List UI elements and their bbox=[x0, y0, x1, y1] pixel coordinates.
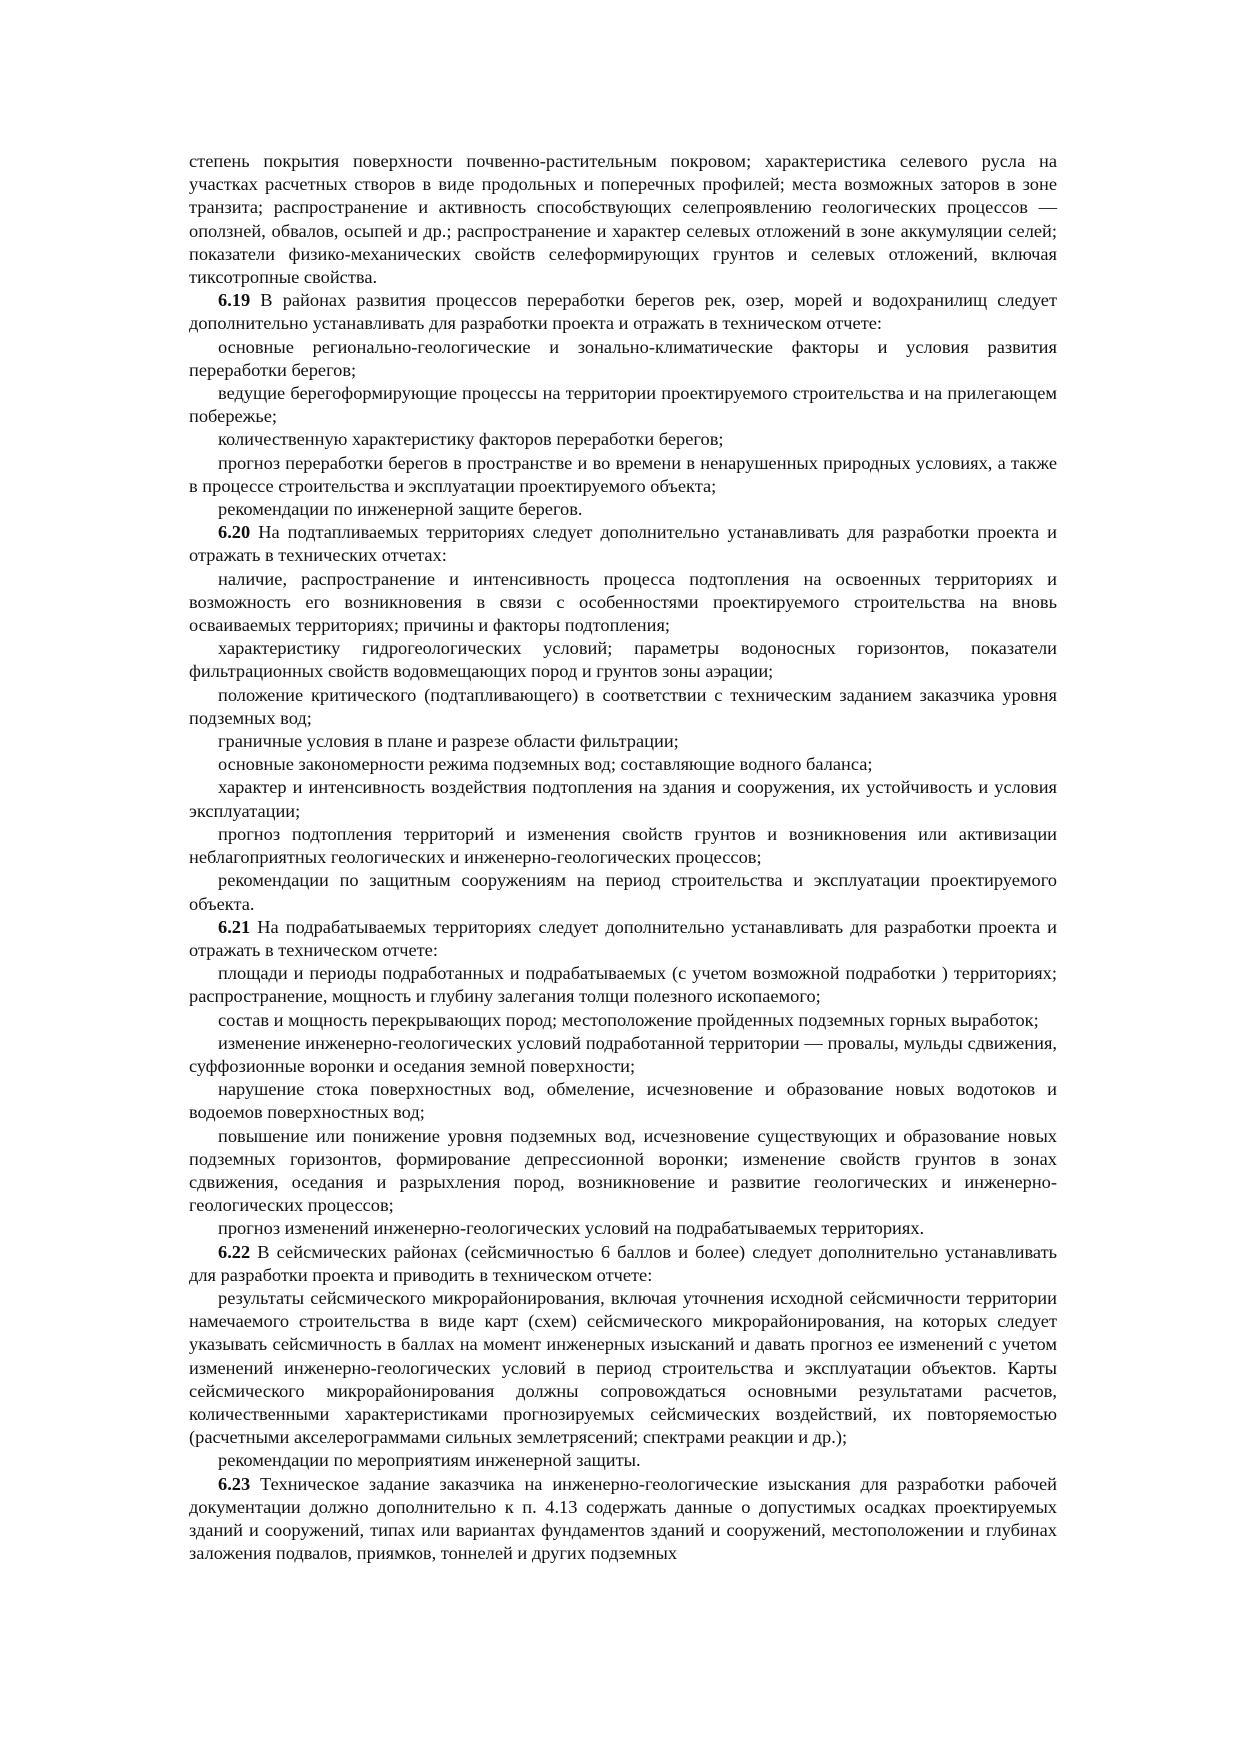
paragraph bbox=[189, 428, 1057, 451]
paragraph-text: основные регионально-геологические и зонально-климатические факторы и условия развития переработки берегов; bbox=[189, 336, 1057, 380]
paragraph-text: прогноз подтопления территорий и изменения свойств грунтов и возникновения или активизации неблагоприятных геологических и инженерно-геологических процессов; bbox=[189, 823, 1057, 868]
paragraph-text: изменение инженерно-геологических условий подработанной территории — провалы, мульды сдвижения, суффозионные воронки и оседания земной поверхности; bbox=[189, 1032, 1057, 1076]
paragraph bbox=[189, 1241, 1057, 1287]
paragraph bbox=[189, 916, 1057, 962]
paragraph-text: На подрабатываемых территориях следует дополнительно устанавливать для разработки проекта и отражать в техническом отчете: bbox=[189, 916, 1057, 960]
paragraph bbox=[189, 823, 1057, 869]
paragraph-text: степень покрытия поверхности почвенно-растительным покровом; характеристика селевого русла на участках расчетных створов в виде продольных и поперечных профилей; места возможных заторов в зоне транзита; распространение и активность способствующих селепроявлению геологических процессов — оползней, обвалов, осыпей и др.; распространение и характер селевых отложений в зоне аккумуляции селей; показатели физико-механических свойств селеформирующих грунтов и селевых отложений, включая тиксотропные свойства. bbox=[189, 151, 1057, 288]
paragraph bbox=[189, 753, 1057, 776]
clause-number: 6.20 bbox=[218, 522, 251, 543]
paragraph-text: площади и периоды подработанных и подрабатываемых (с учетом возможной подработки ) территориях; распространение, мощность и глубину залегания толщи полезного ископаемого; bbox=[189, 963, 1057, 1007]
paragraph bbox=[189, 498, 1057, 521]
clause-number: 6.21 bbox=[218, 916, 251, 937]
paragraph bbox=[189, 452, 1057, 498]
paragraph bbox=[189, 962, 1057, 1008]
paragraph-text: Техническое задание заказчика на инженерно-геологические изыскания для разработки рабочей документации должно дополнительно к п. 4.13 содержать данные о допустимых осадках проектируемых зданий и сооружений, типах или вариантах фундаментов зданий и сооружений, местоположении и глубинах заложения подвалов, приямков, тоннелей и других подземных bbox=[189, 1473, 1057, 1564]
paragraph bbox=[189, 1287, 1057, 1449]
paragraph bbox=[189, 289, 1057, 335]
clause-number: 6.22 bbox=[218, 1241, 251, 1262]
paragraph-text: рекомендации по мероприятиям инженерной защиты. bbox=[218, 1450, 641, 1471]
paragraph-text: рекомендации по защитным сооружениям на период строительства и эксплуатации проектируемого объекта. bbox=[189, 870, 1057, 914]
paragraph-text: прогноз переработки берегов в пространстве и во времени в ненарушенных природных условиях, а также в процессе строительства и эксплуатации проектируемого объекта; bbox=[189, 452, 1057, 496]
paragraph bbox=[189, 1009, 1057, 1032]
paragraph bbox=[189, 684, 1057, 730]
paragraph bbox=[189, 869, 1057, 915]
paragraph bbox=[189, 1032, 1057, 1078]
paragraph bbox=[189, 568, 1057, 638]
paragraph bbox=[189, 1078, 1057, 1124]
paragraph-text: состав и мощность перекрывающих пород; местоположение пройденных подземных горных выработок; bbox=[218, 1009, 1039, 1030]
paragraph bbox=[189, 150, 1057, 289]
paragraph bbox=[189, 1217, 1057, 1240]
paragraph-text: результаты сейсмического микрорайонирования, включая уточнения исходной сейсмичности территории намечаемого строительства в виде карт (схем) сейсмического микрорайонирования, на которых следует указывать сейсмичность в баллах на момент инженерных изысканий и давать прогноз ее изменений с учетом изменений инженерно-геологических условий в период строительства и эксплуатации объектов. Карты сейсмического микрорайонирования должны сопровождаться основными результатами расчетов, количественными характеристиками прогнозируемых сейсмических воздействий, их повторяемостью (расчетными акселерограммами сильных землетрясений; спектрами реакции и др.); bbox=[189, 1287, 1057, 1448]
paragraph-text: граничные условия в плане и разрезе области фильтрации; bbox=[218, 731, 679, 752]
paragraph-text: повышение или понижение уровня подземных вод, исчезновение существующих и образование новых подземных горизонтов, формирование депрессионной воронки; изменение свойств грунтов в зонах сдвижения, оседания и разрыхления пород, возникновение и развитие геологических и инженерно-геологических процессов; bbox=[189, 1125, 1057, 1216]
paragraph bbox=[189, 730, 1057, 753]
paragraph bbox=[189, 521, 1057, 567]
paragraph-text: рекомендации по инженерной защите берегов. bbox=[218, 499, 583, 520]
paragraph-text: прогноз изменений инженерно-геологических условий на подрабатываемых территориях. bbox=[218, 1218, 925, 1239]
clause-number: 6.23 bbox=[218, 1473, 251, 1494]
paragraph-text: В районах развития процессов переработки берегов рек, озер, морей и водохранилищ следует дополнительно устанавливать для разработки проекта и отражать в техническом отчете: bbox=[189, 290, 1057, 334]
paragraph bbox=[189, 336, 1057, 382]
paragraph-text: В сейсмических районах (сейсмичностью 6 баллов и более) следует дополнительно устанавливать для разработки проекта и приводить в техническом отчете: bbox=[189, 1241, 1057, 1285]
paragraph bbox=[189, 1125, 1057, 1218]
paragraph-text: характеристику гидрогеологических условий; параметры водоносных горизонтов, показатели фильтрационных свойств водовмещающих пород и грунтов зоны аэрации; bbox=[189, 638, 1057, 682]
paragraph-text: положение критического (подтапливающего) в соответствии с техническим заданием заказчика уровня подземных вод; bbox=[189, 684, 1057, 728]
paragraph bbox=[189, 382, 1057, 428]
paragraph bbox=[189, 1473, 1057, 1566]
document-page bbox=[189, 150, 1057, 1565]
paragraph-text: На подтапливаемых территориях следует дополнительно устанавливать для разработки проекта и отражать в технических отчетах: bbox=[189, 522, 1057, 566]
paragraph bbox=[189, 776, 1057, 822]
paragraph-text: наличие, распространение и интенсивность процесса подтопления на освоенных территориях и возможность его возникновения в связи с особенностями проектируемого строительства на вновь осваиваемых территориях; причины и факторы подтопления; bbox=[189, 568, 1057, 636]
paragraph-text: количественную характеристику факторов переработки берегов; bbox=[218, 429, 724, 450]
paragraph bbox=[189, 637, 1057, 683]
clause-number: 6.19 bbox=[218, 290, 251, 311]
paragraph-text: нарушение стока поверхностных вод, обмеление, исчезновение и образование новых водотоков и водоемов поверхностных вод; bbox=[189, 1079, 1057, 1123]
paragraph-text: характер и интенсивность воздействия подтопления на здания и сооружения, их устойчивость и условия эксплуатации; bbox=[189, 777, 1057, 821]
paragraph-text: ведущие берегоформирующие процессы на территории проектируемого строительства и на прилегающем побережье; bbox=[189, 383, 1057, 427]
paragraph bbox=[189, 1449, 1057, 1472]
paragraph-text: основные закономерности режима подземных вод; составляющие водного баланса; bbox=[218, 754, 873, 775]
